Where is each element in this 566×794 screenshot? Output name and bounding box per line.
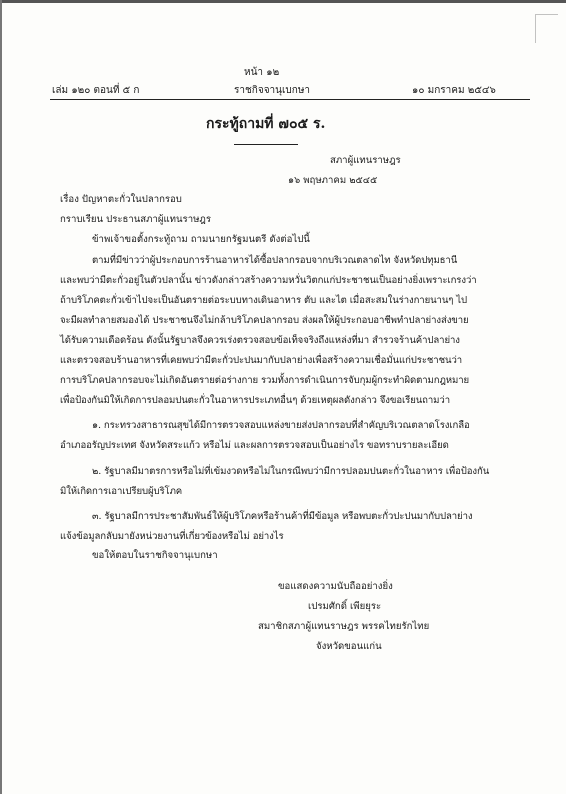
paragraph-line: ได้รับความเดือดร้อน ดังนั้นรัฐบาลจึงควรเร่งตรวจสอบข้อเท็จจริงถึงแหล่งที่มา สำรวจร้านค้าปลาย่าง [60, 335, 460, 346]
paragraph-line: และพบว่ามีตะกั่วอยู่ในตัวปลานั้น ข่าวดังกล่าวสร้างความหวั่นวิตกแก่ประชาชนเป็นอย่างยิ่งเพราะเกรงว่า [60, 275, 477, 286]
paragraph-line: การบริโภคปลากรอบจะไม่เกิดอันตรายต่อร่างกาย รวมทั้งการดำเนินการจับกุมผู้กระทำผิดตามกฎหมาย [60, 375, 470, 386]
document-title: กระทู้ถามที่ ๗๐๕ ร. [206, 116, 326, 132]
signature-regards: ขอแสดงความนับถืออย่างยิ่ง [278, 581, 393, 592]
paragraph-line: เพื่อป้องกันมิให้เกิดการปลอมปนตะกั่วในอาหารประเภทอื่นๆ ด้วยเหตุผลดังกล่าว จึงขอเรียนถามว่า [60, 395, 450, 406]
signature-name: เปรมศักดิ์ เพียยุระ [308, 601, 382, 612]
scan-edge-left [0, 0, 2, 794]
paragraph-line: และตรวจสอบร้านอาหารที่เคยพบว่ามีตะกั่วปะปนมากับปลาย่างเพื่อสร้างความเชื่อมั่นแก่ประชาชนว่า [60, 355, 463, 366]
paragraph-line: จะมีผลทำลายสมองได้ ประชาชนจึงไม่กล้าบริโภคปลากรอบ ส่งผลให้ผู้ประกอบอาชีพทำปลาย่างส่งขาย [60, 315, 469, 326]
subject: เรื่อง ปัญหาตะกั่วในปลากรอบ [60, 194, 182, 205]
question-1-line: ๑. กระทรวงสาธารณสุขได้มีการตรวจสอบแหล่งขายส่งปลากรอบที่สำคัญบริเวณตลาดโรงเกลือ [92, 420, 470, 431]
title-underline [234, 144, 298, 145]
origin-date: ๑๖ พฤษภาคม ๒๕๔๕ [288, 175, 378, 186]
closing-request: ขอให้ตอบในราชกิจจานุเบกษา [92, 550, 218, 561]
publication-name: ราชกิจจานุเบกษา [234, 85, 311, 96]
question-1-line: อำเภออรัญประเทศ จังหวัดสระแก้ว หรือไม่ และผลการตรวจสอบเป็นอย่างไร ขอทราบรายละเอียด [60, 440, 449, 451]
question-2-line: ๒. รัฐบาลมีมาตรการหรือไม่ที่เข้มงวดหรือไม่ในกรณีพบว่ามีการปลอมปนตะกั่วในอาหาร เพื่อป้องกัน [92, 466, 490, 477]
scan-corner-mark [535, 14, 558, 43]
question-3-line: ๓. รัฐบาลมีการประชาสัมพันธ์ให้ผู้บริโภคหรือร้านค้าที่มีข้อมูล หรือพบตะกั่วปะปนมากับปลาย่าง [92, 511, 473, 522]
origin: สภาผู้แทนราษฎร [330, 155, 401, 166]
paragraph-line: ถ้าบริโภคตะกั่วเข้าไปจะเป็นอันตรายต่อระบบทางเดินอาหาร ตับ และไต เมื่อสะสมในร่างกายนานๆ ไป [60, 295, 468, 306]
signature-province: จังหวัดขอนแก่น [316, 641, 382, 652]
intro-line: ข้าพเจ้าขอตั้งกระทู้ถาม ถามนายกรัฐมนตรี ดังต่อไปนี้ [92, 234, 310, 245]
paragraph-line: ตามที่มีข่าวว่าผู้ประกอบการร้านอาหารได้ซื้อปลากรอบจากบริเวณตลาดไท จังหวัดปทุมธานี [92, 255, 458, 266]
volume-issue: เล่ม ๑๒๐ ตอนที่ ๕ ก [52, 85, 140, 96]
scan-edge-top [0, 0, 566, 3]
question-2-line: มิให้เกิดการเอาเปรียบผู้บริโภค [60, 486, 183, 497]
question-3-line: แจ้งข้อมูลกลับมายังหน่วยงานที่เกี่ยวข้องหรือไม่ อย่างไร [60, 531, 284, 542]
signature-position: สมาชิกสภาผู้แทนราษฎร พรรคไทยรักไทย [258, 621, 430, 632]
publication-date: ๑๐ มกราคม ๒๕๔๖ [412, 85, 496, 96]
addressee: กราบเรียน ประธานสภาผู้แทนราษฎร [60, 214, 212, 225]
page-number: หน้า ๑๒ [244, 67, 280, 78]
header-rule [50, 99, 530, 100]
